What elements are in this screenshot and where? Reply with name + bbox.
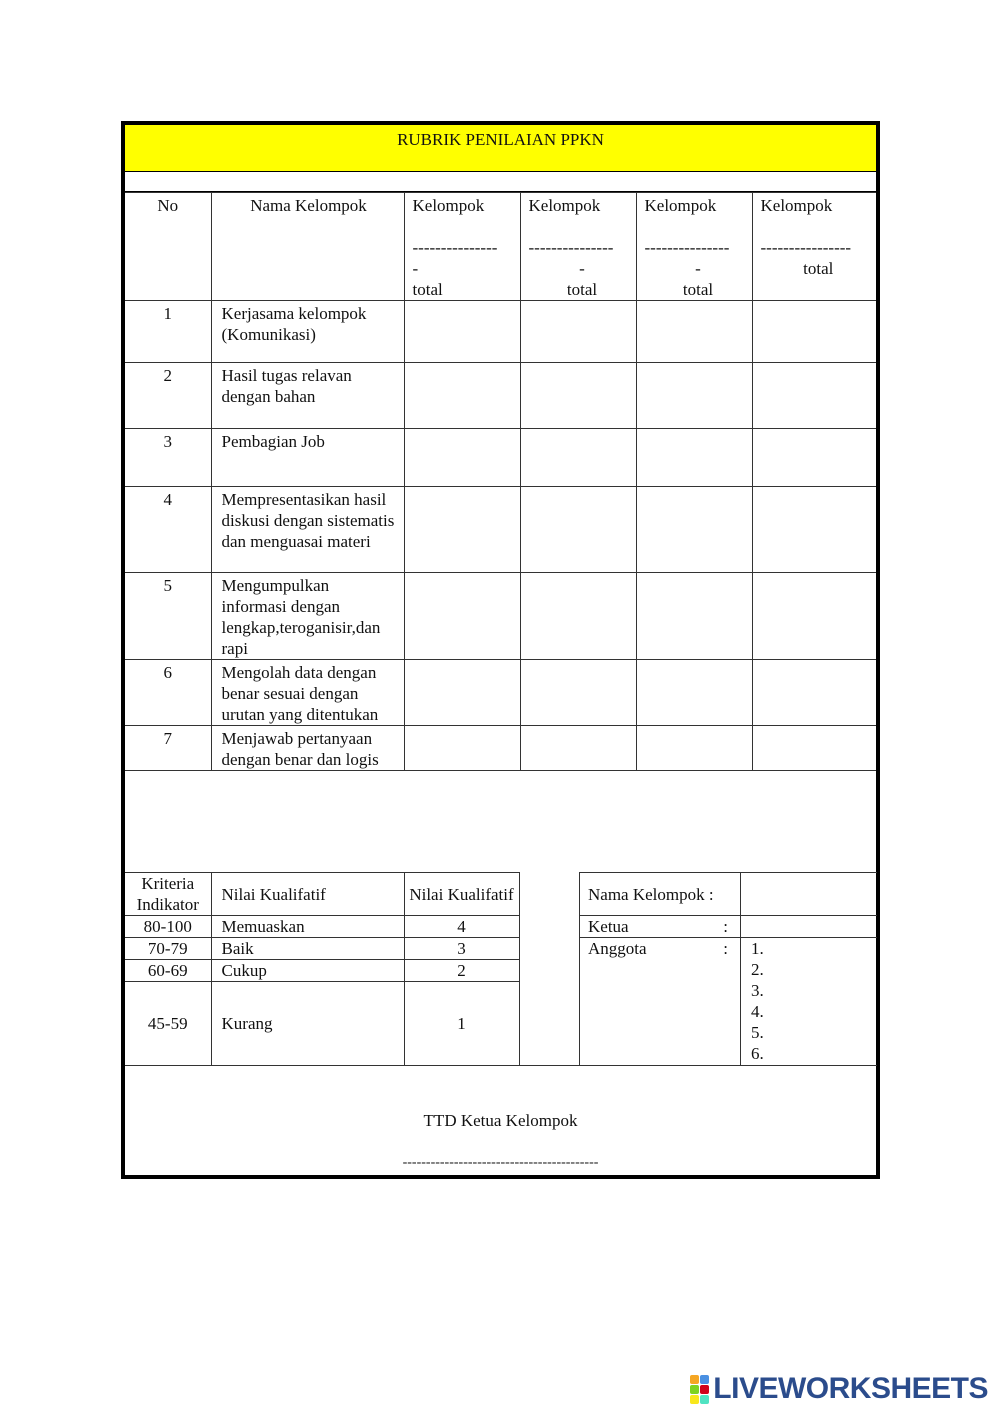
header-no: No	[125, 193, 211, 301]
score-cell[interactable]	[752, 429, 876, 487]
group-minus: -	[695, 259, 701, 278]
row-criteria: Pembagian Job	[211, 429, 404, 487]
group-dash: ---------------	[644, 238, 730, 257]
member-number: 3.	[751, 981, 764, 1000]
criteria-label: Cukup	[211, 960, 404, 982]
header-group-2	[520, 193, 636, 301]
row-criteria: Mengumpulkan informasi dengan lengkap,teroganisir,dan rapi	[211, 573, 404, 660]
table-row	[125, 301, 876, 363]
header-group-3	[636, 193, 752, 301]
criteria-label: Baik	[211, 938, 404, 960]
criteria-label: Kurang	[211, 982, 404, 1066]
score-cell[interactable]	[752, 301, 876, 363]
row-number: 4	[125, 487, 211, 573]
score-cell[interactable]	[520, 429, 636, 487]
row-criteria: Menjawab pertanyaan dengan benar dan logis	[211, 726, 404, 771]
member-number: 4.	[751, 1002, 764, 1021]
criteria-range: 70-79	[125, 938, 211, 960]
group-total: total	[682, 280, 714, 299]
signature-line[interactable]: ------------------------------------------	[402, 1155, 599, 1170]
header-nilai: Nilai Kualifatif	[404, 873, 519, 916]
header-indikator: Kriteria Indikator	[125, 873, 211, 916]
table-row	[125, 487, 876, 573]
criteria-value: 2	[404, 960, 519, 982]
ketua-label: Ketua	[588, 917, 629, 936]
divider	[125, 1065, 876, 1066]
group-dash: ---------------	[528, 238, 614, 257]
group-minus: -	[412, 259, 419, 278]
member-list	[741, 938, 877, 1066]
score-cell[interactable]	[752, 487, 876, 573]
criteria-row	[125, 982, 519, 1066]
criteria-table	[125, 872, 520, 1066]
score-cell[interactable]	[404, 726, 520, 771]
group-label: Kelompok	[528, 196, 601, 215]
score-cell[interactable]	[404, 660, 520, 726]
score-cell[interactable]	[520, 573, 636, 660]
group-total: total	[566, 280, 598, 299]
criteria-label: Memuaskan	[211, 916, 404, 938]
anggota-row	[580, 938, 877, 1066]
group-name-row	[580, 873, 877, 916]
table-row	[125, 573, 876, 660]
score-cell[interactable]	[636, 660, 752, 726]
group-total: total	[803, 259, 834, 278]
score-cell[interactable]	[636, 429, 752, 487]
group-dash: ---------------	[412, 238, 498, 257]
score-cell[interactable]	[636, 573, 752, 660]
brand-name: LIVEWORKSHEETS	[713, 1372, 988, 1405]
criteria-row	[125, 916, 519, 938]
table-row	[125, 363, 876, 429]
score-cell[interactable]	[636, 363, 752, 429]
row-number: 6	[125, 660, 211, 726]
score-cell[interactable]	[636, 301, 752, 363]
ketua-colon: :	[723, 917, 728, 936]
rubric-title: RUBRIK PENILAIAN PPKN	[125, 125, 876, 172]
score-cell[interactable]	[520, 301, 636, 363]
criteria-row	[125, 938, 519, 960]
table-row	[125, 429, 876, 487]
score-cell[interactable]	[520, 363, 636, 429]
criteria-range: 60-69	[125, 960, 211, 982]
ketua-field[interactable]	[741, 916, 877, 938]
anggota-colon: :	[723, 939, 728, 958]
rubric-sheet	[121, 121, 880, 1179]
score-cell[interactable]	[636, 726, 752, 771]
row-number: 3	[125, 429, 211, 487]
anggota-label: Anggota	[588, 939, 647, 958]
score-cell[interactable]	[752, 726, 876, 771]
score-cell[interactable]	[752, 363, 876, 429]
group-total: total	[412, 280, 443, 299]
signature-label: TTD Ketua Kelompok	[423, 1111, 578, 1130]
score-cell[interactable]	[404, 573, 520, 660]
score-cell[interactable]	[404, 363, 520, 429]
row-number: 7	[125, 726, 211, 771]
member-number: 2.	[751, 960, 764, 979]
criteria-row	[125, 960, 519, 982]
score-cell[interactable]	[520, 487, 636, 573]
group-minus: -	[579, 259, 585, 278]
criteria-header-row	[125, 873, 519, 916]
member-number: 1.	[751, 939, 764, 958]
group-label: Kelompok	[644, 196, 717, 215]
logo-icon	[690, 1375, 709, 1404]
score-cell[interactable]	[752, 660, 876, 726]
group-label: Kelompok	[412, 196, 485, 215]
score-cell[interactable]	[520, 726, 636, 771]
group-dash: ----------------	[760, 238, 852, 257]
table-header-row	[125, 193, 876, 301]
score-cell[interactable]	[752, 573, 876, 660]
row-number: 1	[125, 301, 211, 363]
group-info-table	[579, 872, 877, 1066]
header-name: Nama Kelompok	[211, 193, 404, 301]
assessment-table	[125, 192, 876, 771]
score-cell[interactable]	[520, 660, 636, 726]
member-number: 5.	[751, 1023, 764, 1042]
score-cell[interactable]	[404, 429, 520, 487]
score-cell[interactable]	[636, 487, 752, 573]
row-criteria: Mengolah data dengan benar sesuai dengan urutan yang ditentukan	[211, 660, 404, 726]
table-row	[125, 726, 876, 771]
member-number: 6.	[751, 1044, 764, 1063]
criteria-value: 3	[404, 938, 519, 960]
score-cell[interactable]	[404, 487, 520, 573]
row-criteria: Hasil tugas relavan dengan bahan	[211, 363, 404, 429]
header-group-1	[404, 193, 520, 301]
row-criteria: Kerjasama kelompok (Komunikasi)	[211, 301, 404, 363]
score-cell[interactable]	[404, 301, 520, 363]
table-row	[125, 660, 876, 726]
criteria-value: 4	[404, 916, 519, 938]
header-group-4	[752, 193, 876, 301]
row-number: 2	[125, 363, 211, 429]
group-label: Kelompok	[760, 196, 833, 215]
criteria-range: 80-100	[125, 916, 211, 938]
group-name-label: Nama Kelompok :	[580, 873, 741, 916]
row-criteria: Mempresentasikan hasil diskusi dengan sistematis dan menguasai materi	[211, 487, 404, 573]
group-name-field[interactable]	[741, 873, 877, 916]
ketua-row	[580, 916, 877, 938]
criteria-value: 1	[404, 982, 519, 1066]
row-number: 5	[125, 573, 211, 660]
criteria-range: 45-59	[125, 982, 211, 1066]
liveworksheets-logo	[690, 1372, 988, 1406]
header-kualifatif: Nilai Kualifatif	[211, 873, 404, 916]
